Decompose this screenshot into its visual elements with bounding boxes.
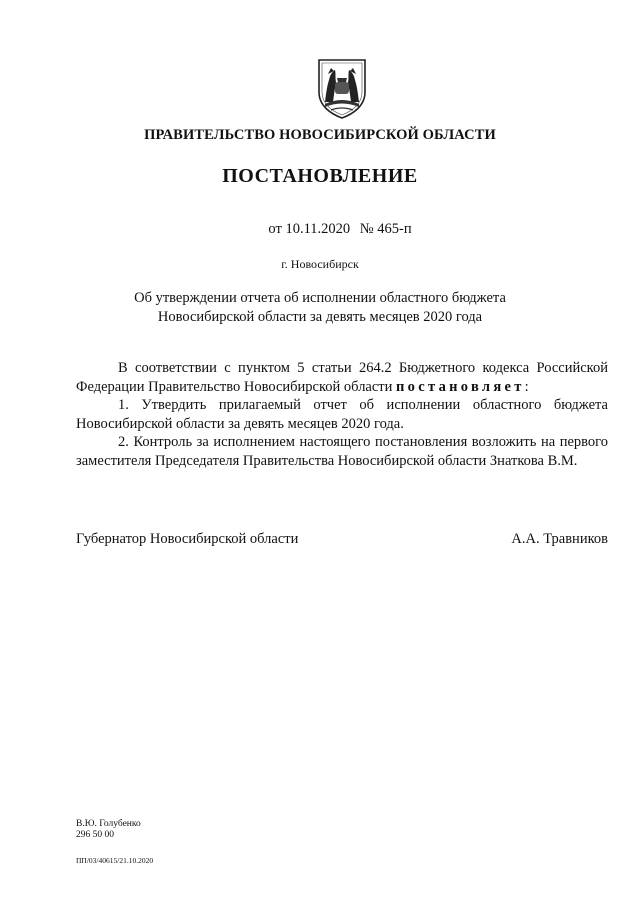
coat-of-arms-icon	[313, 58, 371, 120]
item-1-paragraph: 1. Утвердить прилагаемый отчет об исполнении областного бюджета Новосибирской области за девять месяцев 2020 года.	[76, 397, 608, 432]
document-body	[76, 359, 608, 470]
signatory-name: А.А. Травников	[511, 531, 608, 547]
preamble-end: :	[524, 378, 529, 395]
date-prefix: от	[268, 221, 282, 237]
executor-block	[76, 819, 141, 841]
document-subject	[0, 289, 640, 327]
preamble-paragraph	[76, 359, 608, 396]
item-2-paragraph: 2. Контроль за исполнением настоящего постановления возложить на первого заместителя Председателя Правительства Новосибирской области Знаткова В.М.	[76, 434, 608, 469]
decree-keyword: постановляет	[396, 378, 525, 395]
city-name: г. Новосибирск	[281, 257, 359, 271]
document-reference: ПП/03/40615/21.10.2020	[76, 856, 154, 865]
document-date: 10.11.2020	[285, 221, 351, 237]
executor-name: В.Ю. Голубенко	[76, 819, 141, 829]
document-type: ПОСТАНОВЛЕНИЕ	[222, 165, 418, 187]
preamble-text: В соответствии с пунктом 5 статьи 264.2 Бюджетного кодекса Российской Федерации Правительство Новосибирской области	[76, 360, 608, 395]
signatory-position: Губернатор Новосибирской области	[76, 531, 299, 547]
executor-phone: 296 50 00	[76, 830, 114, 840]
document-number: 465-п	[377, 221, 412, 237]
subject-line-2: Новосибирской области за девять месяцев 2020 года	[157, 309, 483, 325]
subject-line-1: Об утверждении отчета об исполнении областного бюджета	[134, 290, 506, 306]
organization-title: ПРАВИТЕЛЬСТВО НОВОСИБИРСКОЙ ОБЛАСТИ	[144, 127, 496, 143]
date-number-line	[20, 221, 640, 238]
number-prefix: №	[359, 221, 374, 237]
